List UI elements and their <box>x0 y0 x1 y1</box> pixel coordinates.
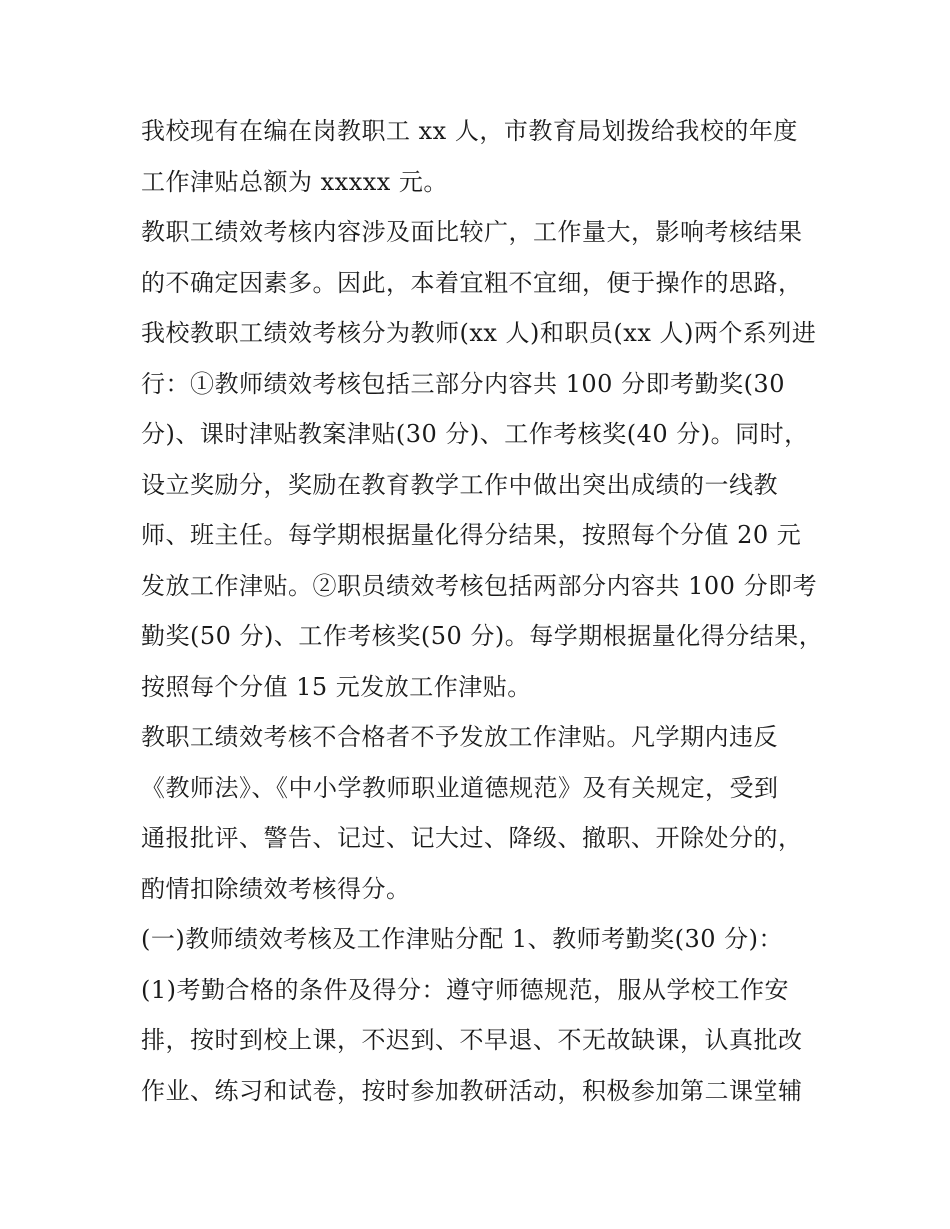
text-line: 分)、课时津贴教案津贴(30 分)、工作考核奖(40 分)。同时， <box>141 420 809 448</box>
text-line: 我校教职工绩效考核分为教师(xx 人)和职员(xx 人)两个系列进 <box>141 319 817 347</box>
paragraph-staff-and-budget <box>141 106 821 207</box>
text-line: 教职工绩效考核不合格者不予发放工作津贴。凡学期内违反 <box>141 723 778 751</box>
paragraph-disqualification <box>141 712 821 914</box>
document-body <box>141 106 824 1116</box>
text-line: 设立奖励分，奖励在教育教学工作中做出突出成绩的一线教 <box>141 470 778 499</box>
text-line: 按照每个分值 15 元发放工作津贴。 <box>141 672 532 701</box>
section-heading-teacher-assessment <box>141 914 821 965</box>
text-line: 作业、练习和试卷，按时参加教研活动，积极参加第二课堂辅 <box>141 1076 803 1105</box>
text-line: 我校现有在编在岗教职工 xx 人，市教育局划拨给我校的年度 <box>141 117 798 145</box>
paragraph-attendance-conditions <box>141 965 821 1117</box>
text-line: 教职工绩效考核内容涉及面比较广，工作量大，影响考核结果 <box>141 218 803 246</box>
paragraph-assessment-scheme <box>141 207 824 712</box>
text-line: (1)考勤合格的条件及得分：遵守师德规范，服从学校工作安 <box>141 975 789 1004</box>
text-line: 酌情扣除绩效考核得分。 <box>141 874 411 903</box>
text-line: 行：①教师绩效考核包括三部分内容共 100 分即考勤奖(30 <box>141 369 785 398</box>
text-line: 师、班主任。每学期根据量化得分结果，按照每个分值 20 元 <box>141 521 802 549</box>
text-line: 的不确定因素多。因此，本着宜粗不宜细，便于操作的思路， <box>141 268 803 297</box>
text-line: 工作津贴总额为 xxxxx 元。 <box>141 167 448 196</box>
text-line: 《教师法》、《中小学教师职业道德规范》及有关规定，受到 <box>141 773 779 802</box>
text-line: 通报批评、警告、记过、记大过、降级、撤职、开除处分的， <box>141 824 803 852</box>
text-line: 排，按时到校上课，不迟到、不早退、不无故缺课，认真批改 <box>141 1026 803 1054</box>
text-line: 发放工作津贴。②职员绩效考核包括两部分内容共 100 分即考 <box>141 571 818 600</box>
text-line: 勤奖(50 分)、工作考核奖(50 分)。每学期根据量化得分结果， <box>141 622 824 650</box>
text-line: (一)教师绩效考核及工作津贴分配 1、教师考勤奖(30 分)： <box>141 925 784 953</box>
